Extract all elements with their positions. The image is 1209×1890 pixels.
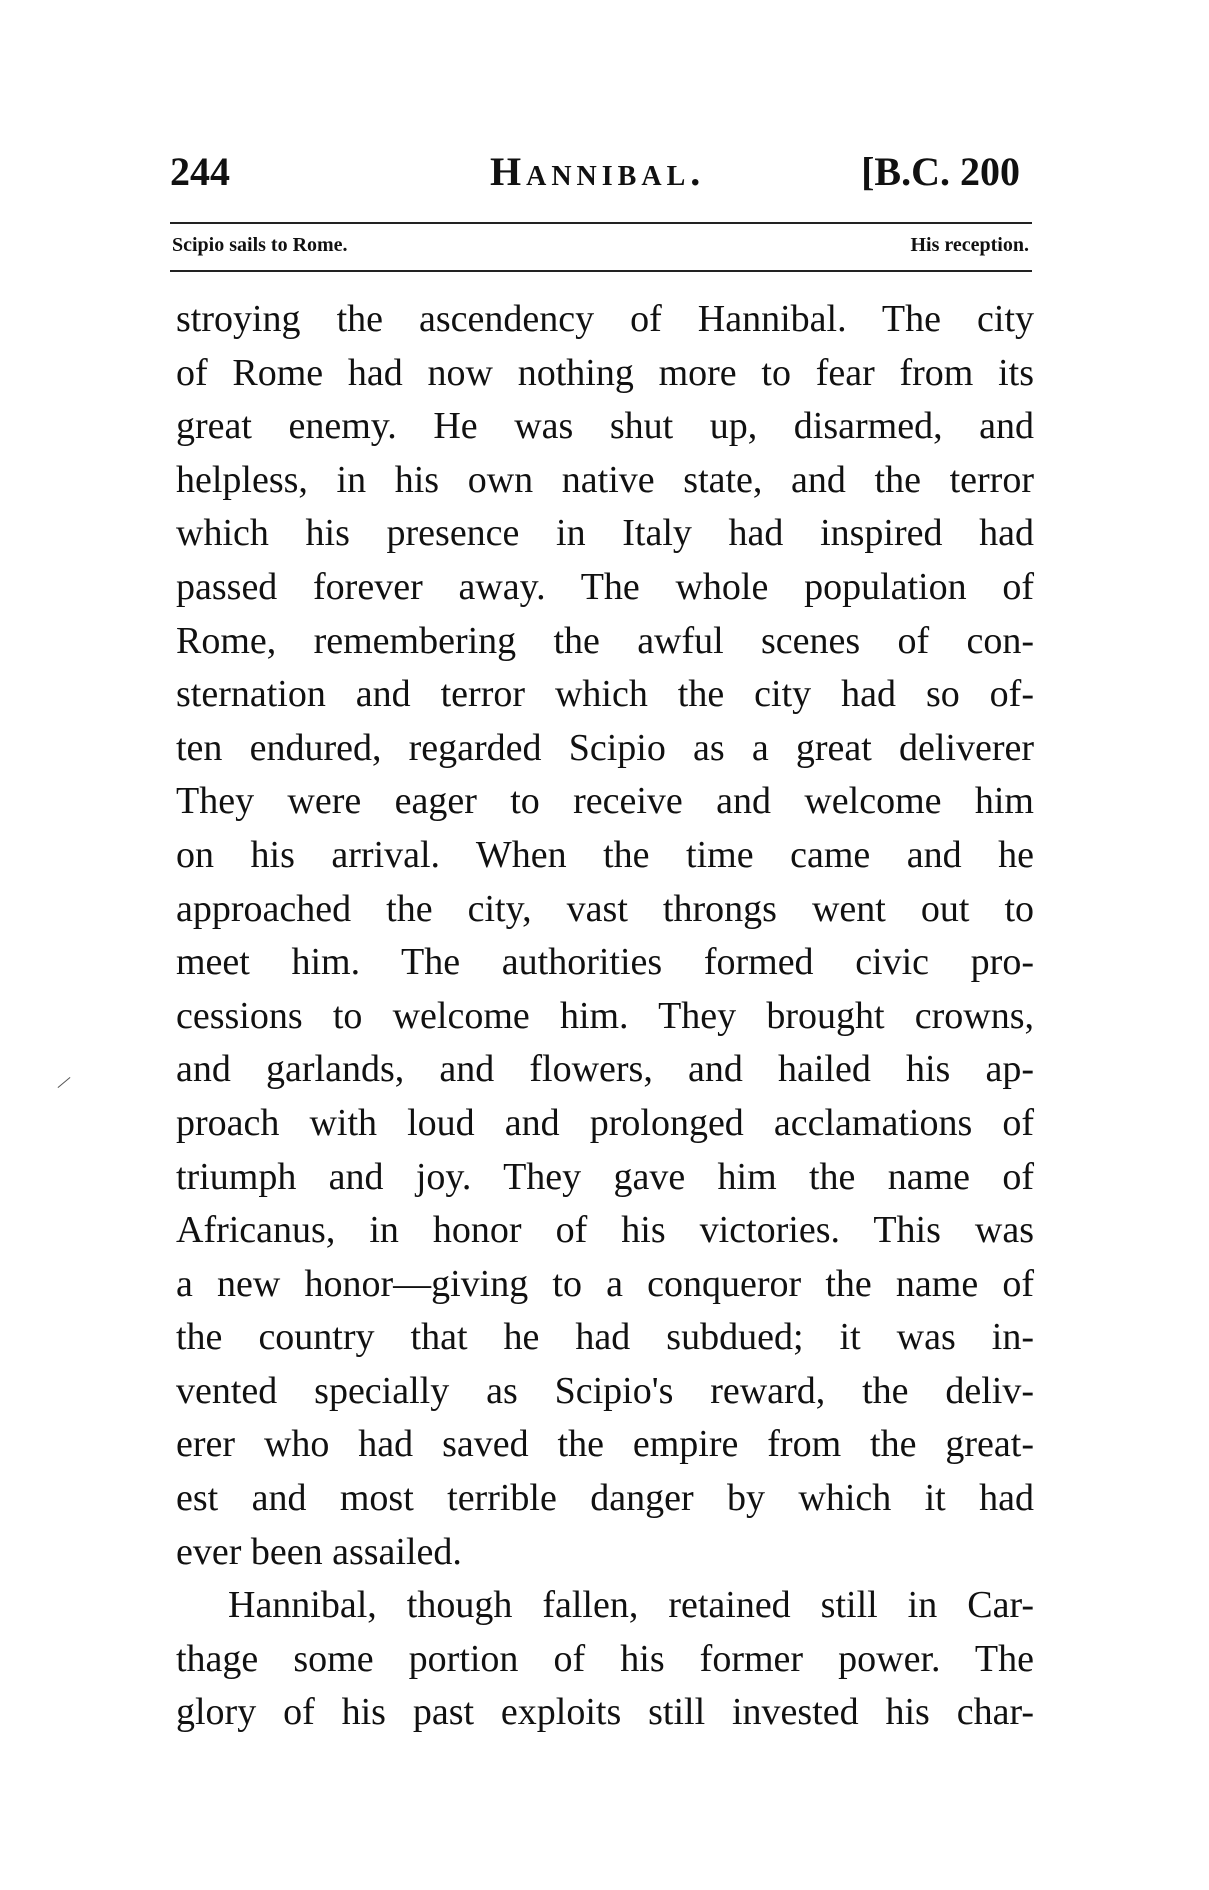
header-rule-top xyxy=(170,222,1032,224)
text-line: Rome, remembering the awful scenes of con- xyxy=(176,619,1034,662)
text-line: cessions to welcome him. They brought crowns, xyxy=(176,994,1034,1037)
text-line: meet him. The authorities formed civic pro- xyxy=(176,941,1034,984)
body-text xyxy=(176,293,1034,1740)
text-line: passed forever away. The whole population of xyxy=(176,565,1034,608)
date-mark: [B.C. 200 xyxy=(861,149,1020,194)
text-line: thage some portion of his former power. The xyxy=(176,1637,1034,1680)
text-line: helpless, in his own native state, and the terror xyxy=(176,458,1034,501)
text-line: of Rome had now nothing more to fear from its xyxy=(176,351,1034,394)
text-line: ten endured, regarded Scipio as a great deliverer xyxy=(176,726,1034,769)
text-line: and garlands, and flowers, and hailed his ap- xyxy=(176,1048,1034,1091)
running-head xyxy=(170,148,1030,198)
text-line: proach with loud and prolonged acclamations of xyxy=(176,1101,1034,1144)
text-line: ever been assailed. xyxy=(176,1530,462,1573)
text-line: vented specially as Scipio's reward, the deliv- xyxy=(176,1369,1034,1412)
book-title: Hannibal. xyxy=(490,149,706,194)
text-line: on his arrival. When the time came and he xyxy=(176,833,1034,876)
text-line: the country that he had subdued; it was in- xyxy=(176,1316,1034,1359)
text-line: triumph and joy. They gave him the name of xyxy=(176,1155,1034,1198)
text-line: great enemy. He was shut up, disarmed, and xyxy=(176,405,1034,448)
text-line: Hannibal, though fallen, retained still in Car- xyxy=(228,1584,1034,1627)
header-rule-bottom xyxy=(170,270,1032,272)
text-line: glory of his past exploits still invested his char- xyxy=(176,1691,1034,1734)
text-line: which his presence in Italy had inspired had xyxy=(176,512,1034,555)
text-line: approached the city, vast throngs went out to xyxy=(176,887,1034,930)
stray-ink-mark xyxy=(58,1077,71,1088)
text-line: sternation and terror which the city had so of- xyxy=(176,673,1034,716)
marginal-note-left: Scipio sails to Rome. xyxy=(172,234,348,256)
text-line: stroying the ascendency of Hannibal. The city xyxy=(176,298,1034,340)
text-line: erer who had saved the empire from the great- xyxy=(176,1423,1034,1466)
text-line: est and most terrible danger by which it had xyxy=(176,1477,1034,1520)
marginal-note-right: His reception. xyxy=(910,234,1029,256)
text-line: a new honor—giving to a conqueror the name of xyxy=(176,1262,1034,1305)
text-line: Africanus, in honor of his victories. This was xyxy=(176,1209,1034,1252)
text-line: They were eager to receive and welcome him xyxy=(176,780,1034,823)
page-number: 244 xyxy=(170,149,230,194)
